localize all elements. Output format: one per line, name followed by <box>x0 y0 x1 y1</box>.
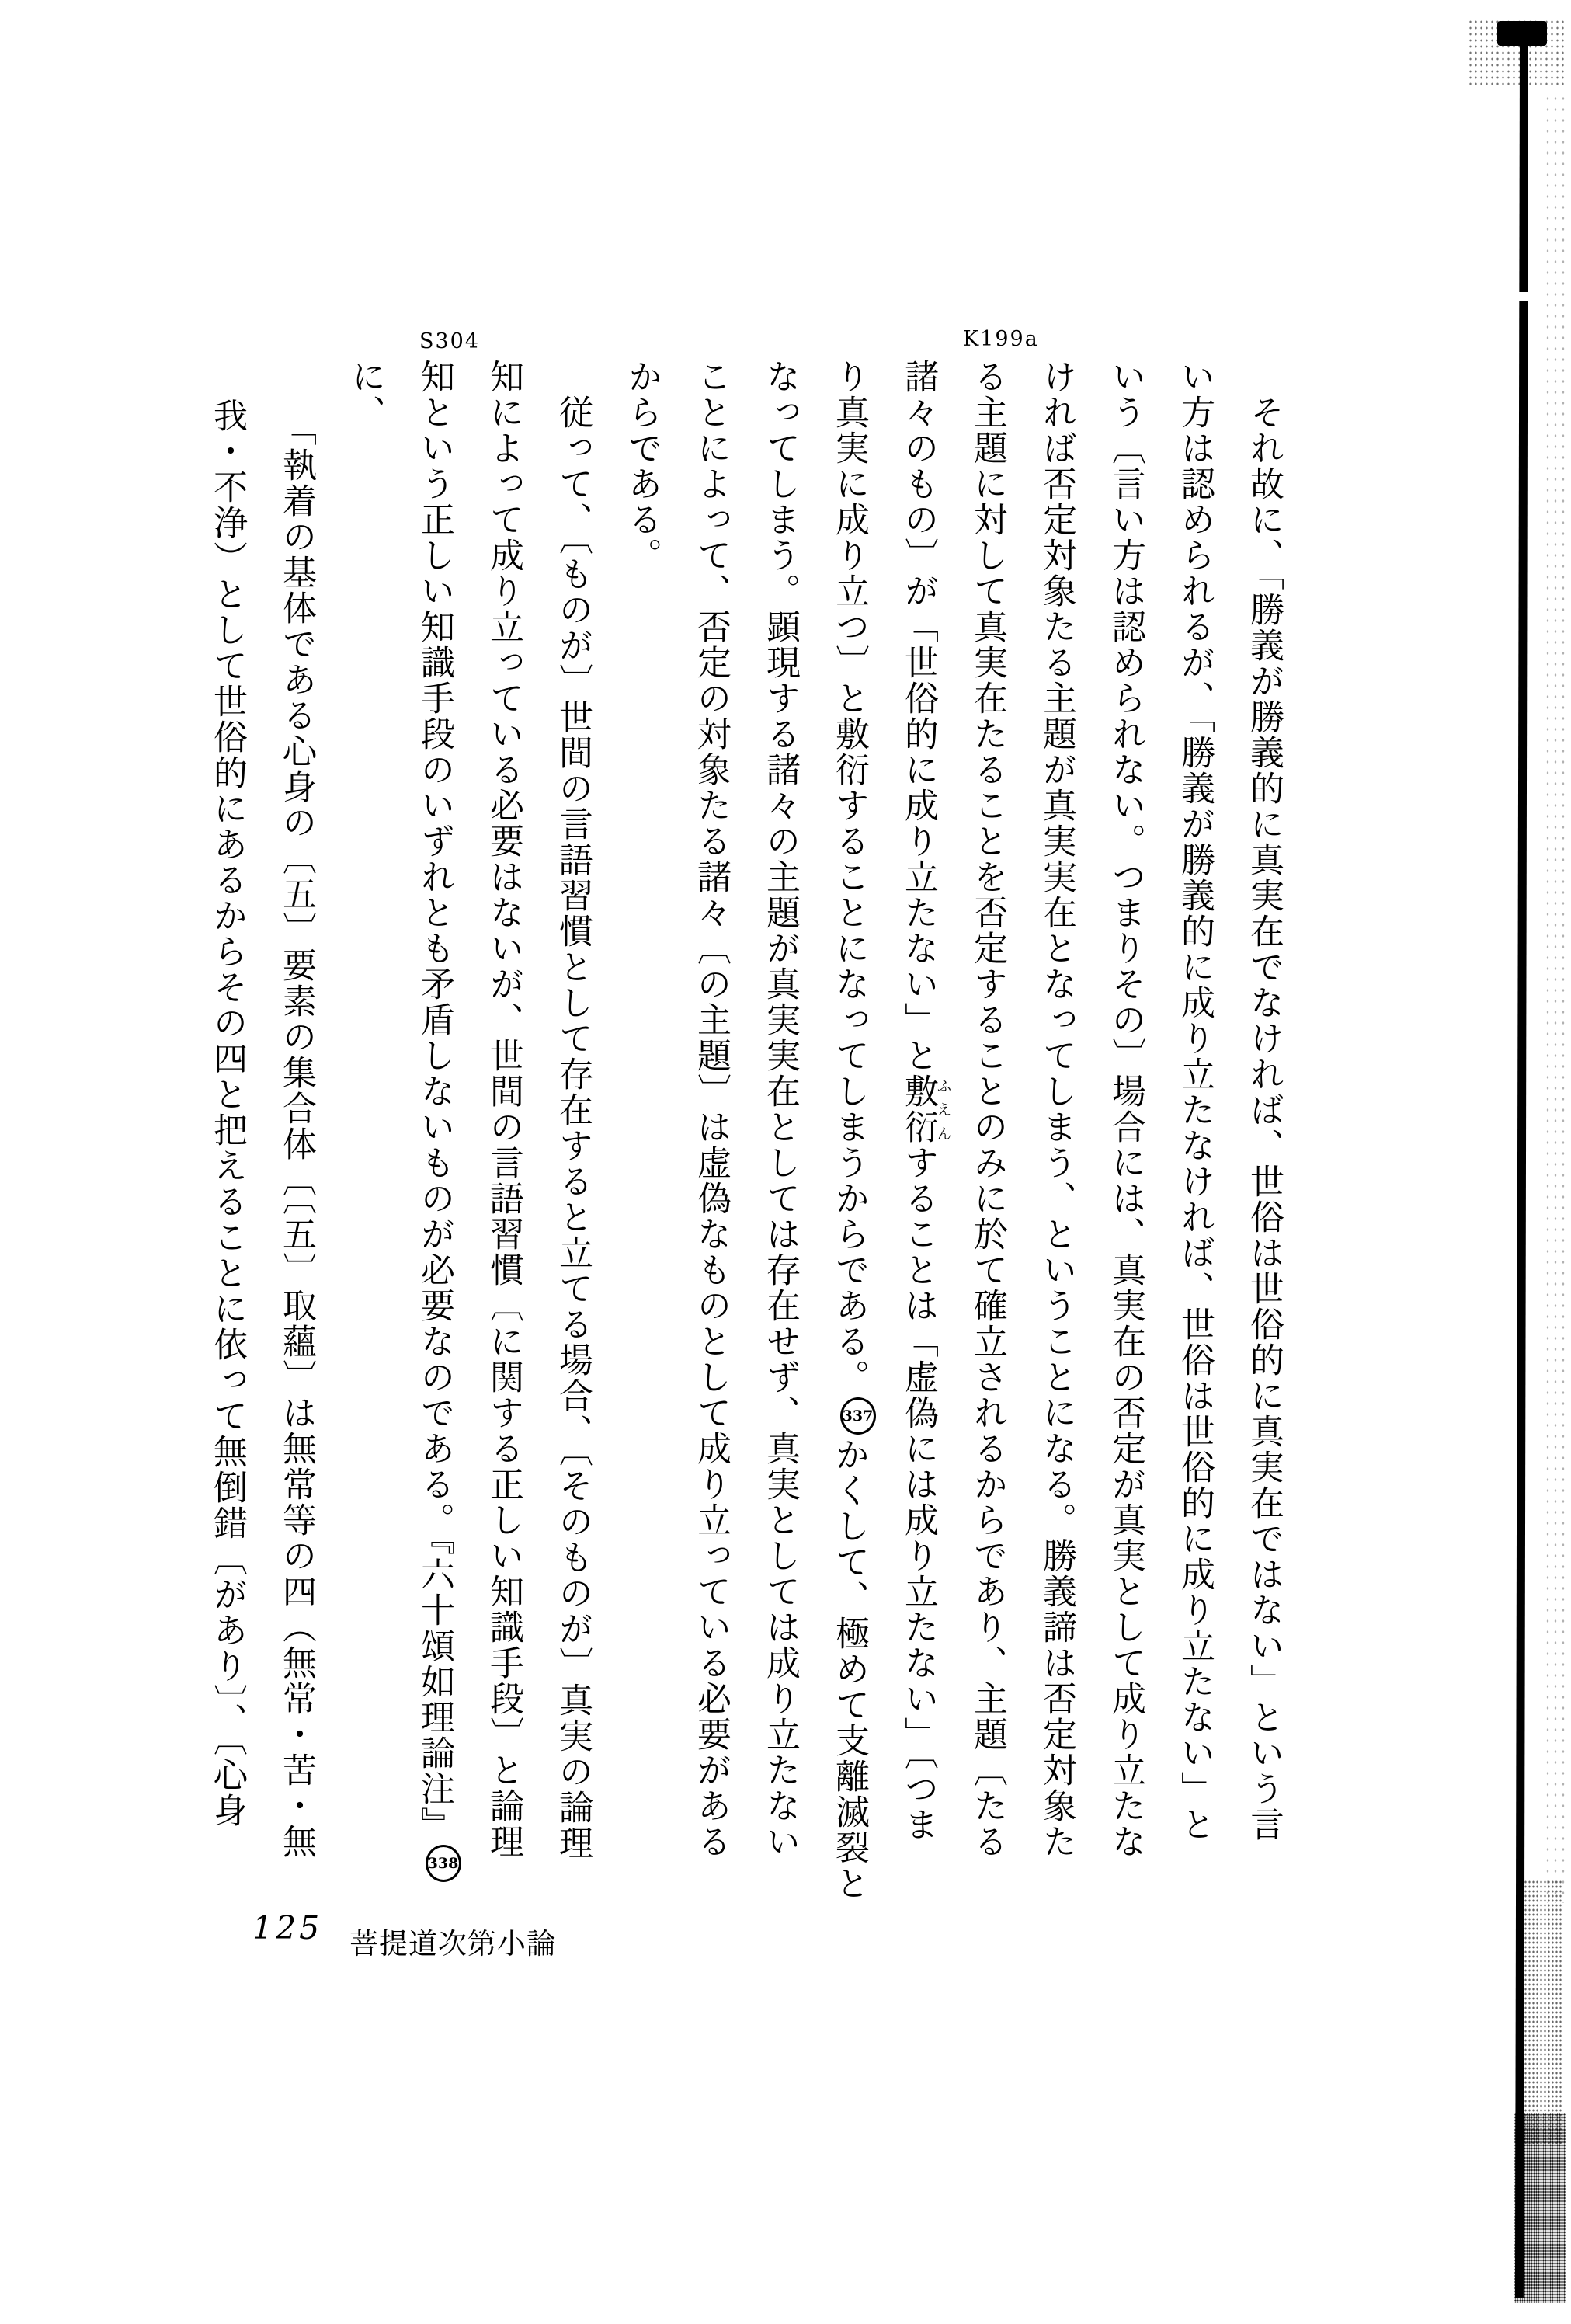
text-column: る主題に対して真実在たることを否定することのみに於て確立されるからであり、主題〔たる <box>968 359 1007 1860</box>
text-column: ことによって、否定の対象たる諸々〔の主題〕は虚偽なものとして成り立っている必要がある <box>691 359 731 1860</box>
text-column: に、 <box>346 359 385 430</box>
scan-noise-edge <box>1544 93 1567 1903</box>
text-column-quote: 「執着の基体である心身の〔五〕要素の集合体〔〔五〕取蘊〕は無常等の四（無常・苦・無 <box>276 412 316 1860</box>
text-column: からである。 <box>622 359 662 573</box>
text-column: なってしまう。顕現する諸々の主題が真実実在としては存在せず、真実としては成り立たない <box>760 359 800 1860</box>
text-column: ければ否定対象たる主題が真実実在となってしまう、ということになる。勝義諦は否定対象た <box>1037 359 1076 1860</box>
text-column <box>884 359 953 1990</box>
text-column: いう〔言い方は認められない。つまりその〕場合には、真実在の否定が真実として成り立たな <box>1106 359 1145 1860</box>
text-column: 従って、〔ものが〕世間の言語習慣として存在すると立てる場合、〔そのものが〕真実の論理 <box>553 395 593 1861</box>
text-segment: 知という正しい知識手段のいずれとも矛盾しないものが必要なのである。『六十頌如理論注』 <box>415 359 454 1842</box>
margin-ref-s304: S304 <box>419 329 481 353</box>
text-column: 知によって成り立っている必要はないが、世間の言語習慣〔に関する正しい知識手段〕と論理 <box>484 359 523 1860</box>
note-marker-338: 338 <box>426 1845 461 1882</box>
text-segment: り真実に成り立つ〕と敷衍することになってしまうからである。 <box>829 359 869 1395</box>
running-title: 菩提道次第小論 <box>349 1927 556 1960</box>
scan-edge-line-gap <box>1513 292 1531 301</box>
text-column: それ故に、「勝義が勝義的に真実在でなければ、世俗は世俗的に真実在ではない」という言 <box>1244 395 1284 1842</box>
text-column <box>400 359 469 1990</box>
text-segment: かくして、極めて支離滅裂と <box>829 1437 869 1901</box>
text-column-quote: 我・不浄）として世俗的にあるからその四と把えることに依って無倒錯〔があり〕、〔心身 <box>207 398 247 1828</box>
ruby-base: 敷衍 <box>898 1073 938 1145</box>
text-segment: することは「虚偽には成り立たない」〔つま <box>898 1145 938 1842</box>
scan-noise-bottom-dense <box>1514 2113 1566 2303</box>
scan-noise-top <box>1468 19 1565 85</box>
text-segment: 諸々のもの〕が「世俗的に成り立たない」と <box>898 359 938 1073</box>
furigana-text: ふえん <box>934 1073 952 1145</box>
scan-noise-bottom-light <box>1524 1880 1562 2144</box>
furigana-ruby <box>898 1073 952 1145</box>
margin-ref-k199a: K199a <box>963 327 1039 351</box>
note-marker-337: 337 <box>840 1397 876 1435</box>
body-text-block <box>193 359 1298 1990</box>
page-number: 125 <box>252 1909 323 1947</box>
text-column: い方は認められるが、「勝義が勝義的に成り立たなければ、世俗は世俗的に成り立たない」と <box>1175 359 1215 1842</box>
text-column <box>815 359 884 1990</box>
